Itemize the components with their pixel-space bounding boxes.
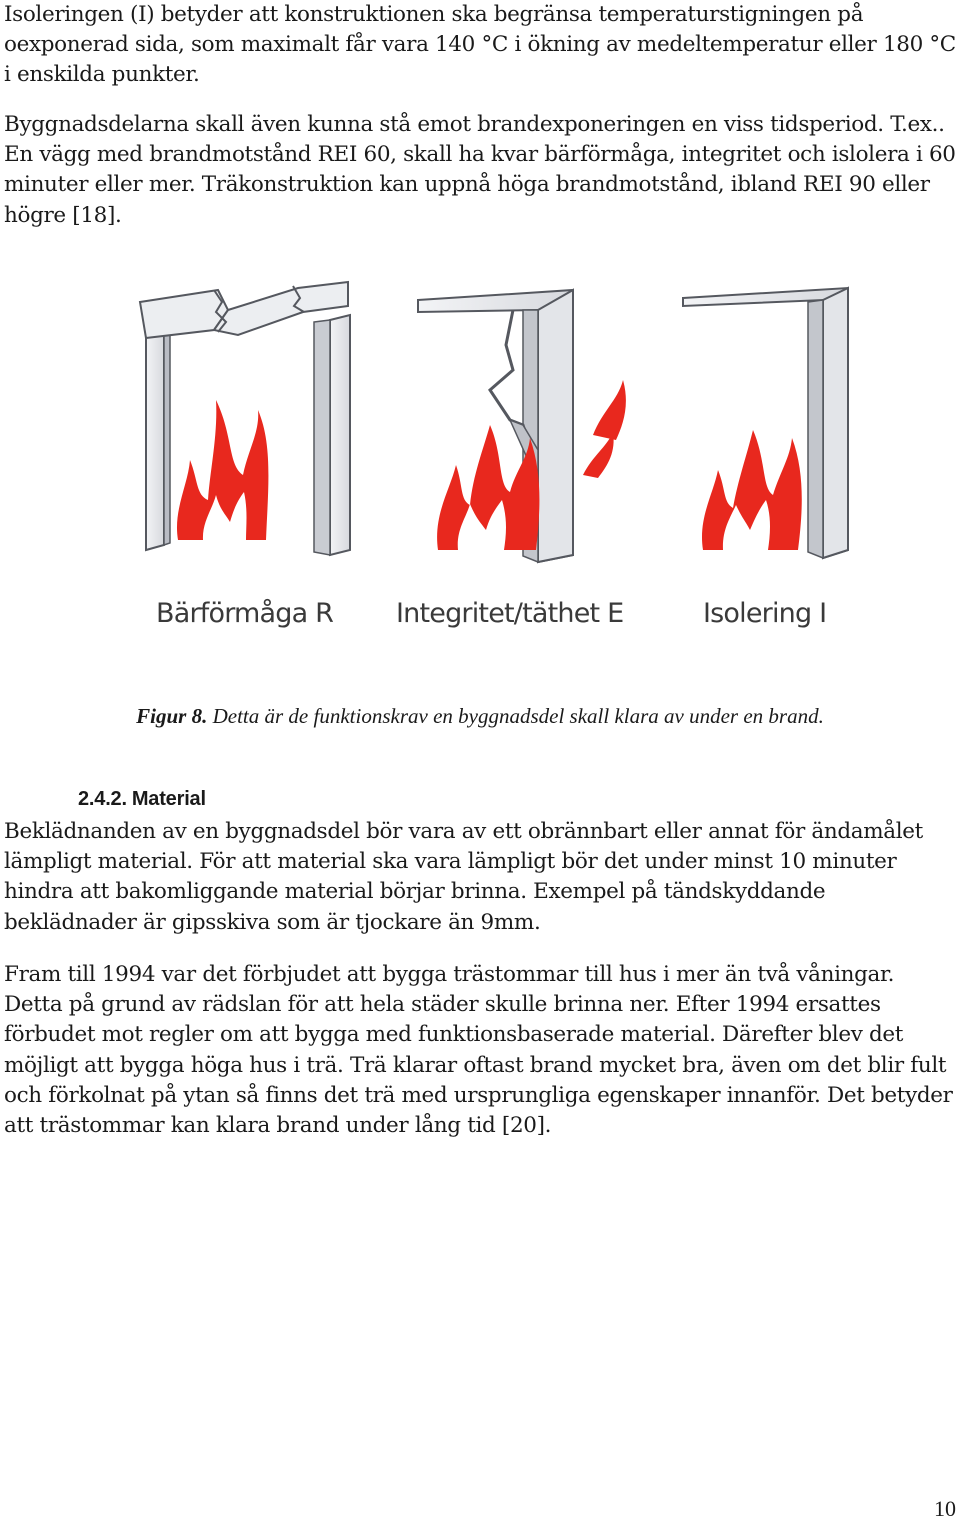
figure-label-i: Isolering I xyxy=(703,598,827,629)
figure-label-e: Integritet/täthet E xyxy=(396,598,624,629)
figure-caption-label: Figur 8. xyxy=(136,704,208,728)
page-number: 10 xyxy=(934,1496,956,1521)
section-title: Material xyxy=(131,788,206,810)
paragraph-fire-resistance: Byggnadsdelarna skall även kunna stå emot brandexponeringen en viss tidsperiod. T.ex.. En vägg med brandmotstånd REI 60, skall ha kvar bärförmåga, integritet och islolera i 60 minuter eller mer. Träkonstruktion kan uppnå höga brandmotstånd, ibland REI 90 eller högre [18]. xyxy=(4,112,956,228)
fire-requirements-figure xyxy=(118,260,858,660)
paragraph-history: Fram till 1994 var det förbjudet att bygga trästommar till hus i mer än två våningar. Detta på grund av rädslan för att hela städer skulle brinna ner. Efter 1994 ersattes förbudet mot regler om att bygga med funktionsbaserade material. Därefter blev det möjligt att bygga höga hus i trä. Trä klarar oftast brand mycket bra, även om det blir fult och förkolnat på ytan så finns det trä med ursprungliga egenskaper innanför. Det betyder att trästommar kan klara brand under lång tid [20]. xyxy=(4,962,953,1139)
section-heading xyxy=(78,788,206,811)
insulated-wall-illustration xyxy=(683,288,858,558)
section-number: 2.4.2. xyxy=(78,788,127,810)
load-bearing-frame-illustration xyxy=(140,282,350,555)
paragraph-cladding: Beklädnanden av en byggnadsdel bör vara av ett obrännbart eller annat för ändamålet lämpligt material. För att material ska vara lämpligt bör det under minst 10 minuter hindra att bakomliggande material börjar brinna. Exempel på tändskyddande beklädnader är gipsskiva som är tjockare än 9mm. xyxy=(4,819,923,935)
figure-label-r: Bärförmåga R xyxy=(156,598,334,629)
paragraph-insulation: Isoleringen (I) betyder att konstruktionen ska begränsa temperaturstigningen på oexponerad sida, som maximalt får vara 140 °C i ökning av medeltemperatur eller 180 °C i enskilda punkter. xyxy=(4,2,956,88)
figure-caption-text: Detta är de funktionskrav en byggnadsdel skall klara av under en brand. xyxy=(212,704,824,728)
figure-caption xyxy=(0,704,960,729)
cracked-wall-illustration xyxy=(418,290,626,562)
